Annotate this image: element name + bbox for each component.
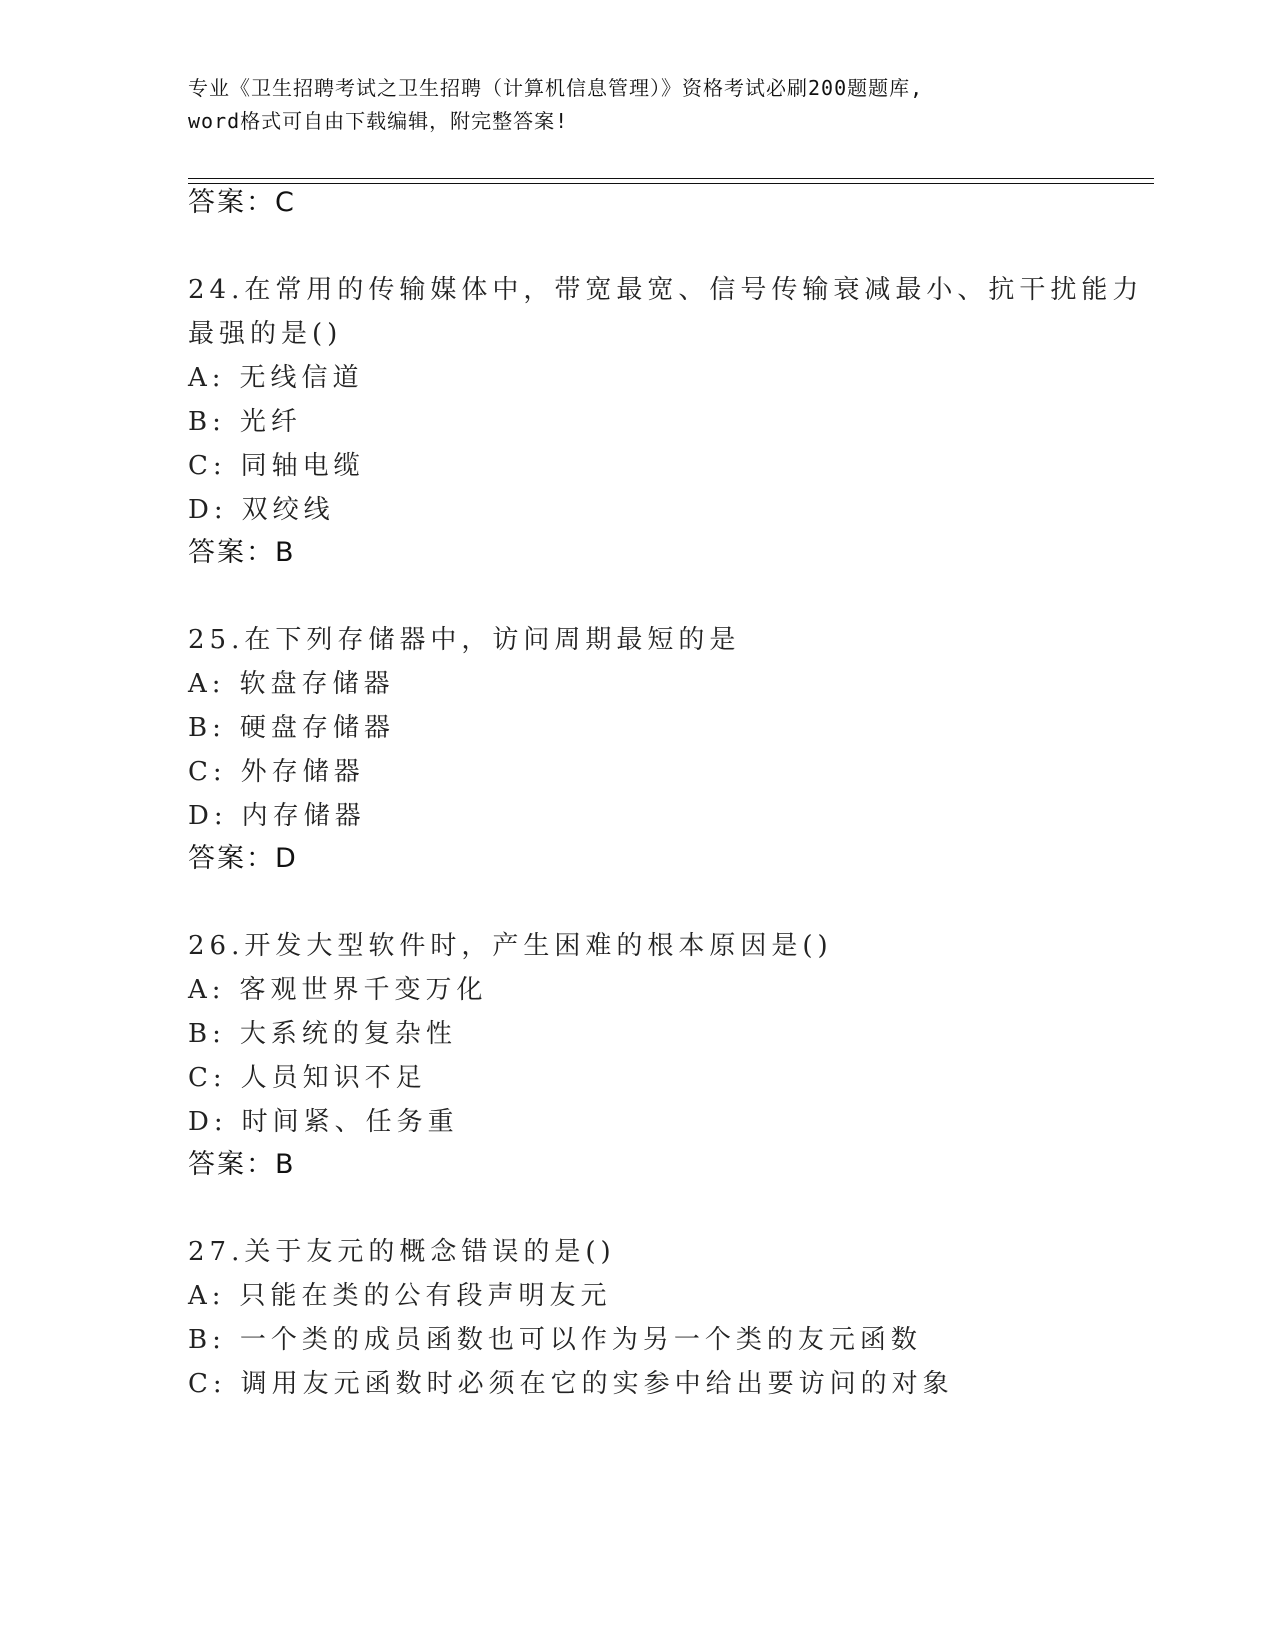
question-25-stem: 25.在下列存储器中，访问周期最短的是 [188,625,741,655]
option-text: 只能在类的公有段声明友元 [239,1281,612,1311]
option-label: C: [188,1063,227,1093]
option-label: B: [188,407,226,437]
option-label: D: [188,495,228,525]
question-26-option-c [188,1061,427,1095]
header-line-2: word格式可自由下载编辑，附完整答案! [188,109,569,133]
option-text: 无线信道 [239,363,364,393]
option-label: A: [188,363,226,393]
option-text: 硬盘存储器 [239,713,395,743]
option-text: 客观世界千变万化 [239,975,488,1005]
document-header [188,72,1088,138]
question-25-option-d [188,799,366,833]
question-24-stem-cont: 最强的是() [188,319,343,349]
option-label: D: [188,801,228,831]
option-text: 光纤 [239,407,302,437]
question-26-option-a [188,973,488,1007]
option-label: C: [188,757,227,787]
option-text: 大系统的复杂性 [239,1019,457,1049]
option-text: 一个类的成员函数也可以作为另一个类的友元函数 [239,1325,922,1355]
question-25-option-c [188,755,365,789]
option-label: A: [188,1281,226,1311]
question-25-answer: 答案：D [188,843,298,874]
question-24-option-b [188,405,302,439]
header-line-1: 专业《卫生招聘考试之卫生招聘（计算机信息管理）》资格考试必刷200题题库, [188,76,924,100]
option-text: 同轴电缆 [240,451,365,481]
question-24-option-c [188,449,365,483]
question-27-option-c [188,1367,954,1401]
question-27-option-a [188,1279,612,1313]
option-label: C: [188,1369,227,1399]
question-26-option-d [188,1105,459,1139]
option-label: C: [188,451,227,481]
option-text: 调用友元函数时必须在它的实参中给出要访问的对象 [240,1369,954,1399]
header-divider-thin [188,178,1154,179]
question-27-stem: 27.关于友元的概念错误的是() [188,1237,616,1267]
question-25-option-b [188,711,395,745]
question-25-option-a [188,667,395,701]
option-label: B: [188,1019,226,1049]
option-label: A: [188,669,226,699]
question-24-stem: 24.在常用的传输媒体中，带宽最宽、信号传输衰减最小、抗干扰能力 [188,275,1144,305]
option-label: B: [188,713,226,743]
option-text: 软盘存储器 [239,669,395,699]
question-27-option-b [188,1323,922,1357]
option-label: A: [188,975,226,1005]
question-24-answer: 答案：B [188,537,296,568]
answer-prev: 答案：C [188,187,296,218]
option-label: B: [188,1325,226,1355]
question-26-option-b [188,1017,457,1051]
header-divider-thick [188,183,1154,184]
question-24-option-a [188,361,364,395]
option-text: 双绞线 [241,495,335,525]
question-24-option-d [188,493,335,527]
question-26-answer: 答案：B [188,1149,296,1180]
option-text: 时间紧、任务重 [241,1107,459,1137]
option-text: 外存储器 [240,757,365,787]
question-26-stem: 26.开发大型软件时，产生困难的根本原因是() [188,931,833,961]
option-text: 内存储器 [241,801,366,831]
option-label: D: [188,1107,228,1137]
option-text: 人员知识不足 [240,1063,427,1093]
